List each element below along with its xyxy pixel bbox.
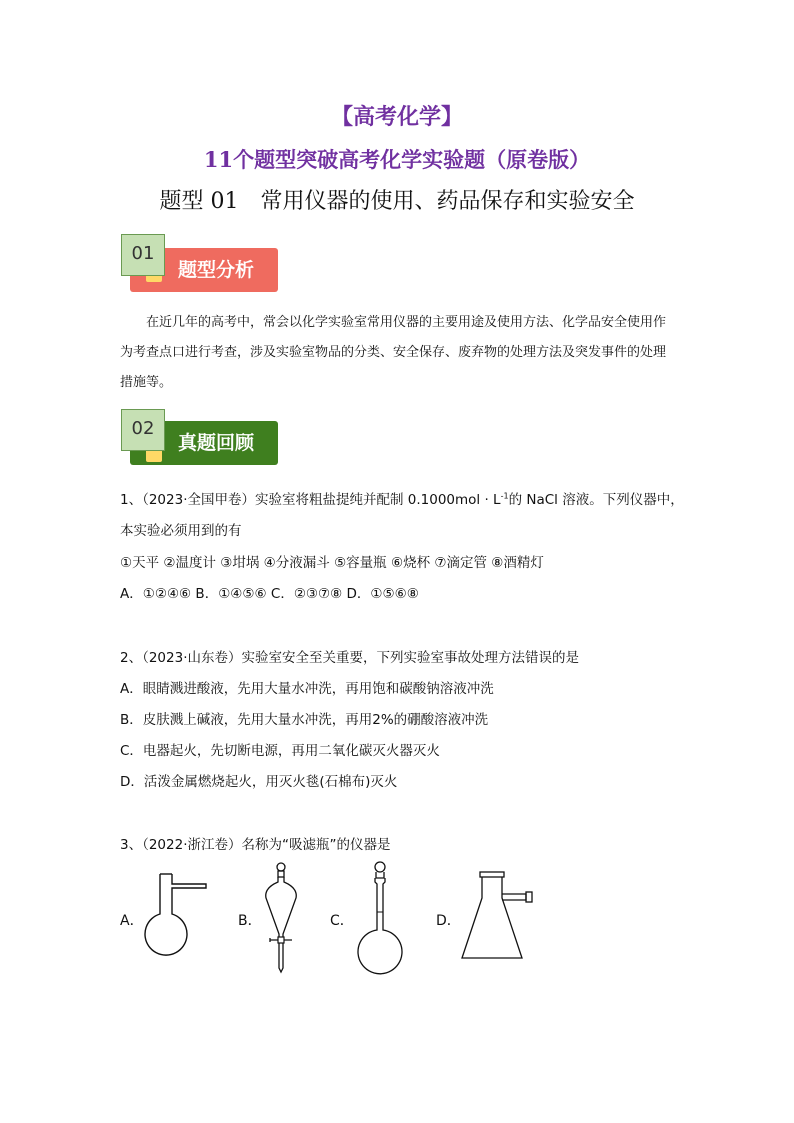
q3-stem: 3、（2022·浙江卷）名称为“吸滤瓶”的仪器是 xyxy=(120,837,391,853)
q1-items: ①天平 ②温度计 ③坩埚 ④分液漏斗 ⑤容量瓶 ⑥烧杯 ⑦滴定管 ⑧酒精灯 xyxy=(120,555,544,571)
q3-option-a-label: A． xyxy=(120,913,144,929)
q1-stem-line2: 本实验必须用到的有 xyxy=(120,523,242,539)
distillation-flask-icon xyxy=(140,868,210,963)
volumetric-flask-icon xyxy=(352,860,412,975)
q3-option-d-label: D． xyxy=(436,913,461,929)
q2-option-b: B．皮肤溅上碱液，先用大量水冲洗，再用2%的硼酸溶液冲洗 xyxy=(120,712,489,728)
doc-subtitle: 11个题型突破高考化学实验题（原卷版） xyxy=(203,147,591,172)
q2-stem: 2、（2023·山东卷）实验室安全至关重要，下列实验室事故处理方法错误的是 xyxy=(120,650,579,666)
section-banner-review: 真题回顾 xyxy=(130,421,278,465)
q3-option-b-label: B． xyxy=(238,913,262,929)
separatory-funnel-icon xyxy=(258,860,308,975)
section-number-badge: 02 xyxy=(121,409,165,451)
analysis-paragraph: 在近几年的高考中，常会以化学实验室常用仪器的主要用途及使用方法、化学品安全使用作为考查点口进行考查，涉及实验室物品的分类、安全保存、废弃物的处理方法及突发事件的处理措施等。 xyxy=(120,315,667,390)
suction-flask-icon xyxy=(460,872,540,964)
section-banner-analysis: 题型分析 xyxy=(130,248,278,292)
q1-options: A．①②④⑥ B．①④⑤⑥ C．②③⑦⑧ D．①⑤⑥⑧ xyxy=(120,586,419,602)
q1-stem-line1: 1、（2023·全国甲卷）实验室将粗盐提纯并配制 $0.1000mol \cdot L^{-1}$的 NaCl 溶液。下列仪器中， xyxy=(120,491,684,508)
doc-title: 【高考化学】 xyxy=(330,104,463,130)
q2-option-a: A．眼睛溅进酸液，先用大量水冲洗，再用饱和碳酸钠溶液冲洗 xyxy=(120,681,494,697)
section-title: 题型 01 常用仪器的使用、药品保存和实验安全 xyxy=(159,189,635,214)
q3-option-c-label: C． xyxy=(330,913,354,929)
section-number-badge: 01 xyxy=(121,234,165,276)
q2-option-c: C．电器起火，先切断电源，再用二氧化碳灭火器灭火 xyxy=(120,743,440,759)
q2-option-d: D．活泼金属燃烧起火，用灭火毯(石棉布)灭火 xyxy=(120,774,398,790)
